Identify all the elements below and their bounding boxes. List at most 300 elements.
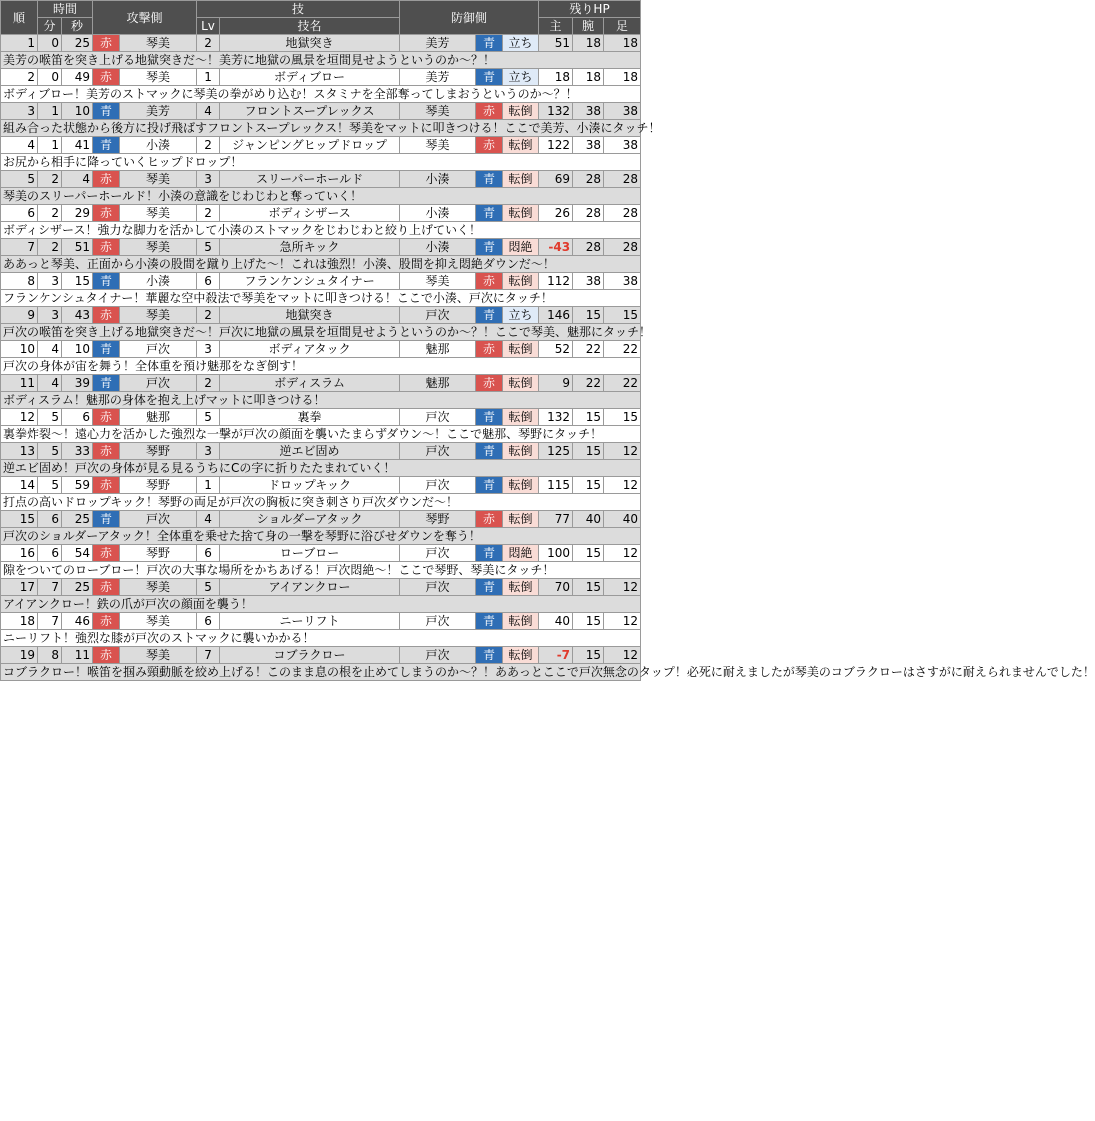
level-cell: 2 bbox=[197, 375, 220, 392]
second-cell: 6 bbox=[62, 409, 93, 426]
order-cell: 10 bbox=[1, 341, 38, 358]
attacker-side-badge: 青 bbox=[93, 273, 120, 290]
hp-arm-cell: 15 bbox=[573, 613, 604, 630]
order-cell: 1 bbox=[1, 35, 38, 52]
attacker-side-badge: 青 bbox=[93, 341, 120, 358]
hp-main-header: 主 bbox=[539, 18, 573, 35]
defender-side-badge: 青 bbox=[476, 307, 503, 324]
hp-arm-cell: 38 bbox=[573, 273, 604, 290]
commentary-text: ボディシザース！強力な脚力を活かして小湊のストマックをじわじわと絞り上げていく！ bbox=[1, 222, 641, 239]
attacker-side-badge: 赤 bbox=[93, 409, 120, 426]
defender-side-badge: 赤 bbox=[476, 511, 503, 528]
minute-cell: 2 bbox=[38, 205, 62, 222]
hp-leg-cell: 38 bbox=[604, 137, 641, 154]
hp-arm-cell: 15 bbox=[573, 579, 604, 596]
attacker-name: 琴美 bbox=[120, 307, 197, 324]
minute-cell: 4 bbox=[38, 341, 62, 358]
hp-leg-cell: 38 bbox=[604, 103, 641, 120]
defender-state-badge: 立ち bbox=[503, 69, 539, 86]
defender-side-badge: 青 bbox=[476, 239, 503, 256]
defender-side-badge: 青 bbox=[476, 613, 503, 630]
defender-side-badge: 青 bbox=[476, 477, 503, 494]
move-row bbox=[1, 409, 641, 426]
hp-main-cell: -7 bbox=[539, 647, 573, 664]
commentary-row bbox=[1, 358, 641, 375]
commentary-text: 戸次の身体が宙を舞う！全体重を預け魅那をなぎ倒す！ bbox=[1, 358, 641, 375]
hp-arm-cell: 18 bbox=[573, 69, 604, 86]
attacker-name: 琴美 bbox=[120, 205, 197, 222]
commentary-text: ああっと琴美、正面から小湊の股間を蹴り上げた～！これは強烈！小湊、股間を抑え悶絶ダウンだ～！ bbox=[1, 256, 641, 273]
commentary-text: 組み合った状態から後方に投げ飛ばすフロントスープレックス！琴美をマットに叩きつける！ここで美芳、小湊にタッチ！ bbox=[1, 120, 641, 137]
minute-cell: 5 bbox=[38, 443, 62, 460]
level-cell: 6 bbox=[197, 273, 220, 290]
hp-leg-cell: 38 bbox=[604, 273, 641, 290]
order-cell: 11 bbox=[1, 375, 38, 392]
commentary-text: 打点の高いドロップキック！琴野の両足が戸次の胸板に突き刺さり戸次ダウンだ～！ bbox=[1, 494, 641, 511]
order-cell: 12 bbox=[1, 409, 38, 426]
attacker-name: 琴美 bbox=[120, 579, 197, 596]
minute-cell: 0 bbox=[38, 35, 62, 52]
hp-main-cell: 77 bbox=[539, 511, 573, 528]
attacker-side-badge: 赤 bbox=[93, 477, 120, 494]
hp-leg-cell: 12 bbox=[604, 477, 641, 494]
defender-side-badge: 青 bbox=[476, 171, 503, 188]
technique-name: ショルダーアタック bbox=[220, 511, 400, 528]
minute-cell: 7 bbox=[38, 579, 62, 596]
level-cell: 5 bbox=[197, 579, 220, 596]
attacker-name: 琴美 bbox=[120, 613, 197, 630]
hp-main-cell: 52 bbox=[539, 341, 573, 358]
defender-name: 魅那 bbox=[400, 341, 476, 358]
commentary-row bbox=[1, 86, 641, 103]
commentary-row bbox=[1, 52, 641, 69]
move-row bbox=[1, 137, 641, 154]
commentary-row bbox=[1, 528, 641, 545]
defender-header: 防御側 bbox=[400, 1, 539, 35]
technique-name: ボディアタック bbox=[220, 341, 400, 358]
second-cell: 15 bbox=[62, 273, 93, 290]
hp-arm-cell: 38 bbox=[573, 137, 604, 154]
minute-cell: 2 bbox=[38, 171, 62, 188]
commentary-text: フランケンシュタイナー！華麗な空中殺法で琴美をマットに叩きつける！ここで小湊、戸次にタッチ！ bbox=[1, 290, 641, 307]
move-row bbox=[1, 443, 641, 460]
hp-leg-cell: 12 bbox=[604, 579, 641, 596]
defender-state-badge: 転倒 bbox=[503, 443, 539, 460]
hp-arm-cell: 28 bbox=[573, 205, 604, 222]
hp-arm-cell: 40 bbox=[573, 511, 604, 528]
defender-side-badge: 赤 bbox=[476, 103, 503, 120]
technique-name: ジャンピングヒップドロップ bbox=[220, 137, 400, 154]
defender-state-badge: 転倒 bbox=[503, 375, 539, 392]
second-cell: 43 bbox=[62, 307, 93, 324]
commentary-row bbox=[1, 222, 641, 239]
hp-arm-cell: 15 bbox=[573, 545, 604, 562]
technique-name: 逆エビ固め bbox=[220, 443, 400, 460]
remaining-hp-header: 残りHP bbox=[539, 1, 641, 18]
technique-header: 技 bbox=[197, 1, 400, 18]
technique-name: フロントスープレックス bbox=[220, 103, 400, 120]
hp-arm-header: 腕 bbox=[573, 18, 604, 35]
defender-side-badge: 赤 bbox=[476, 375, 503, 392]
commentary-text: コブラクロー！喉笛を掴み頸動脈を絞め上げる！このまま息の根を止めてしまうのか～？！ああっとここで戸次無念のタップ！必死に耐えましたが琴美のコブラクローはさすがに耐えられませんでした！ bbox=[1, 664, 641, 681]
hp-arm-cell: 28 bbox=[573, 171, 604, 188]
commentary-text: 裏拳炸裂～！遠心力を活かした強烈な一撃が戸次の顔面を襲いたまらずダウン～！ここで魅那、琴野にタッチ！ bbox=[1, 426, 641, 443]
attacker-name: 琴美 bbox=[120, 171, 197, 188]
minute-cell: 3 bbox=[38, 273, 62, 290]
order-cell: 18 bbox=[1, 613, 38, 630]
second-cell: 51 bbox=[62, 239, 93, 256]
level-cell: 1 bbox=[197, 69, 220, 86]
attacker-name: 美芳 bbox=[120, 103, 197, 120]
level-cell: 2 bbox=[197, 137, 220, 154]
move-row bbox=[1, 579, 641, 596]
move-row bbox=[1, 545, 641, 562]
level-cell: 6 bbox=[197, 545, 220, 562]
defender-name: 戸次 bbox=[400, 647, 476, 664]
hp-leg-cell: 28 bbox=[604, 205, 641, 222]
minute-cell: 6 bbox=[38, 545, 62, 562]
level-cell: 5 bbox=[197, 409, 220, 426]
move-row bbox=[1, 375, 641, 392]
minute-cell: 5 bbox=[38, 409, 62, 426]
minute-cell: 5 bbox=[38, 477, 62, 494]
attacker-side-badge: 赤 bbox=[93, 579, 120, 596]
commentary-row bbox=[1, 630, 641, 647]
defender-state-badge: 転倒 bbox=[503, 511, 539, 528]
hp-main-cell: 112 bbox=[539, 273, 573, 290]
move-row bbox=[1, 69, 641, 86]
hp-leg-cell: 15 bbox=[604, 409, 641, 426]
hp-main-cell: -43 bbox=[539, 239, 573, 256]
attacker-name: 琴野 bbox=[120, 545, 197, 562]
defender-side-badge: 青 bbox=[476, 205, 503, 222]
defender-side-badge: 赤 bbox=[476, 341, 503, 358]
move-row bbox=[1, 511, 641, 528]
technique-name: 地獄突き bbox=[220, 35, 400, 52]
commentary-row bbox=[1, 460, 641, 477]
order-cell: 15 bbox=[1, 511, 38, 528]
attacker-side-badge: 赤 bbox=[93, 613, 120, 630]
minute-cell: 2 bbox=[38, 239, 62, 256]
hp-arm-cell: 18 bbox=[573, 35, 604, 52]
commentary-text: 逆エビ固め！戸次の身体が見る見るうちにCの字に折りたたまれていく！ bbox=[1, 460, 641, 477]
hp-arm-cell: 15 bbox=[573, 409, 604, 426]
level-cell: 6 bbox=[197, 613, 220, 630]
order-cell: 16 bbox=[1, 545, 38, 562]
hp-main-cell: 70 bbox=[539, 579, 573, 596]
order-cell: 9 bbox=[1, 307, 38, 324]
second-cell: 29 bbox=[62, 205, 93, 222]
move-row bbox=[1, 647, 641, 664]
defender-name: 琴美 bbox=[400, 137, 476, 154]
technique-name: 地獄突き bbox=[220, 307, 400, 324]
order-cell: 13 bbox=[1, 443, 38, 460]
order-cell: 14 bbox=[1, 477, 38, 494]
order-cell: 5 bbox=[1, 171, 38, 188]
order-cell: 19 bbox=[1, 647, 38, 664]
hp-leg-header: 足 bbox=[604, 18, 641, 35]
order-cell: 17 bbox=[1, 579, 38, 596]
attacker-side-badge: 赤 bbox=[93, 545, 120, 562]
level-cell: 5 bbox=[197, 239, 220, 256]
commentary-row bbox=[1, 188, 641, 205]
hp-arm-cell: 15 bbox=[573, 307, 604, 324]
hp-arm-cell: 15 bbox=[573, 477, 604, 494]
attacker-side-badge: 赤 bbox=[93, 205, 120, 222]
defender-state-badge: 転倒 bbox=[503, 341, 539, 358]
defender-name: 戸次 bbox=[400, 443, 476, 460]
hp-arm-cell: 15 bbox=[573, 647, 604, 664]
attacker-side-badge: 青 bbox=[93, 137, 120, 154]
order-cell: 2 bbox=[1, 69, 38, 86]
move-row bbox=[1, 239, 641, 256]
commentary-row bbox=[1, 494, 641, 511]
level-cell: 2 bbox=[197, 307, 220, 324]
commentary-text: 隙をついてのローブロー！戸次の大事な場所をかちあげる！戸次悶絶～！ここで琴野、琴美にタッチ！ bbox=[1, 562, 641, 579]
attacker-side-badge: 赤 bbox=[93, 69, 120, 86]
hp-leg-cell: 12 bbox=[604, 545, 641, 562]
minute-cell: 1 bbox=[38, 137, 62, 154]
hp-leg-cell: 18 bbox=[604, 35, 641, 52]
level-cell: 1 bbox=[197, 477, 220, 494]
hp-arm-cell: 28 bbox=[573, 239, 604, 256]
move-row bbox=[1, 613, 641, 630]
technique-name: ボディシザース bbox=[220, 205, 400, 222]
commentary-text: 戸次の喉笛を突き上げる地獄突きだ～！戸次に地獄の風景を垣間見せようというのか～？！ここで琴美、魅那にタッチ！ bbox=[1, 324, 641, 341]
minute-cell: 6 bbox=[38, 511, 62, 528]
defender-side-badge: 青 bbox=[476, 647, 503, 664]
defender-side-badge: 青 bbox=[476, 69, 503, 86]
defender-name: 小湊 bbox=[400, 205, 476, 222]
hp-arm-cell: 22 bbox=[573, 375, 604, 392]
defender-state-badge: 転倒 bbox=[503, 409, 539, 426]
attacker-side-badge: 赤 bbox=[93, 647, 120, 664]
hp-leg-cell: 40 bbox=[604, 511, 641, 528]
attacker-name: 琴美 bbox=[120, 239, 197, 256]
defender-name: 琴美 bbox=[400, 273, 476, 290]
hp-main-cell: 18 bbox=[539, 69, 573, 86]
hp-leg-cell: 22 bbox=[604, 375, 641, 392]
order-cell: 3 bbox=[1, 103, 38, 120]
attacker-name: 琴野 bbox=[120, 477, 197, 494]
attacker-header: 攻撃側 bbox=[93, 1, 197, 35]
technique-name: ボディブロー bbox=[220, 69, 400, 86]
commentary-row bbox=[1, 664, 641, 681]
technique-name: ドロップキック bbox=[220, 477, 400, 494]
attacker-name: 戸次 bbox=[120, 511, 197, 528]
defender-side-badge: 青 bbox=[476, 443, 503, 460]
defender-side-badge: 青 bbox=[476, 409, 503, 426]
technique-name: ボディスラム bbox=[220, 375, 400, 392]
hp-main-cell: 122 bbox=[539, 137, 573, 154]
technique-name: コブラクロー bbox=[220, 647, 400, 664]
attacker-side-badge: 赤 bbox=[93, 307, 120, 324]
level-cell: 3 bbox=[197, 171, 220, 188]
defender-name: 美芳 bbox=[400, 69, 476, 86]
hp-arm-cell: 38 bbox=[573, 103, 604, 120]
commentary-text: アイアンクロー！鉄の爪が戸次の顔面を襲う！ bbox=[1, 596, 641, 613]
commentary-row bbox=[1, 426, 641, 443]
attacker-side-badge: 青 bbox=[93, 103, 120, 120]
move-row bbox=[1, 35, 641, 52]
commentary-text: ボディスラム！魅那の身体を抱え上げマットに叩きつける！ bbox=[1, 392, 641, 409]
hp-leg-cell: 18 bbox=[604, 69, 641, 86]
second-cell: 10 bbox=[62, 103, 93, 120]
level-cell: 2 bbox=[197, 35, 220, 52]
move-row bbox=[1, 103, 641, 120]
hp-main-cell: 40 bbox=[539, 613, 573, 630]
defender-state-badge: 転倒 bbox=[503, 613, 539, 630]
technique-name: スリーパーホールド bbox=[220, 171, 400, 188]
hp-main-cell: 51 bbox=[539, 35, 573, 52]
hp-main-cell: 125 bbox=[539, 443, 573, 460]
commentary-text: 美芳の喉笛を突き上げる地獄突きだ～！美芳に地獄の風景を垣間見せようというのか～？！ bbox=[1, 52, 641, 69]
defender-state-badge: 転倒 bbox=[503, 137, 539, 154]
commentary-row bbox=[1, 120, 641, 137]
defender-name: 琴野 bbox=[400, 511, 476, 528]
defender-state-badge: 転倒 bbox=[503, 171, 539, 188]
order-cell: 4 bbox=[1, 137, 38, 154]
defender-name: 戸次 bbox=[400, 409, 476, 426]
move-row bbox=[1, 171, 641, 188]
defender-name: 小湊 bbox=[400, 171, 476, 188]
move-row bbox=[1, 273, 641, 290]
defender-state-badge: 転倒 bbox=[503, 579, 539, 596]
second-cell: 4 bbox=[62, 171, 93, 188]
level-cell: 3 bbox=[197, 443, 220, 460]
commentary-row bbox=[1, 324, 641, 341]
second-cell: 25 bbox=[62, 579, 93, 596]
order-cell: 6 bbox=[1, 205, 38, 222]
second-cell: 41 bbox=[62, 137, 93, 154]
attacker-side-badge: 青 bbox=[93, 375, 120, 392]
hp-main-cell: 26 bbox=[539, 205, 573, 222]
hp-main-cell: 146 bbox=[539, 307, 573, 324]
technique-name: アイアンクロー bbox=[220, 579, 400, 596]
move-row bbox=[1, 307, 641, 324]
defender-side-badge: 青 bbox=[476, 35, 503, 52]
commentary-text: ボディブロー！美芳のストマックに琴美の拳がめり込む！スタミナを全部奪ってしまおうというのか～？！ bbox=[1, 86, 641, 103]
commentary-row bbox=[1, 154, 641, 171]
minute-cell: 4 bbox=[38, 375, 62, 392]
technique-name: フランケンシュタイナー bbox=[220, 273, 400, 290]
commentary-row bbox=[1, 596, 641, 613]
hp-arm-cell: 15 bbox=[573, 443, 604, 460]
attacker-side-badge: 赤 bbox=[93, 35, 120, 52]
commentary-text: お尻から相手に降っていくヒップドロップ！ bbox=[1, 154, 641, 171]
attacker-side-badge: 青 bbox=[93, 511, 120, 528]
commentary-text: 琴美のスリーパーホールド！小湊の意識をじわじわと奪っていく！ bbox=[1, 188, 641, 205]
move-row bbox=[1, 205, 641, 222]
hp-main-cell: 132 bbox=[539, 103, 573, 120]
commentary-row bbox=[1, 290, 641, 307]
defender-state-badge: 悶絶 bbox=[503, 545, 539, 562]
defender-state-badge: 転倒 bbox=[503, 103, 539, 120]
minute-cell: 7 bbox=[38, 613, 62, 630]
defender-state-badge: 転倒 bbox=[503, 205, 539, 222]
defender-state-badge: 転倒 bbox=[503, 477, 539, 494]
attacker-name: 小湊 bbox=[120, 137, 197, 154]
order-cell: 8 bbox=[1, 273, 38, 290]
attacker-side-badge: 赤 bbox=[93, 443, 120, 460]
attacker-side-badge: 赤 bbox=[93, 171, 120, 188]
second-cell: 10 bbox=[62, 341, 93, 358]
hp-main-cell: 69 bbox=[539, 171, 573, 188]
attacker-side-badge: 赤 bbox=[93, 239, 120, 256]
defender-side-badge: 赤 bbox=[476, 273, 503, 290]
attacker-name: 琴美 bbox=[120, 35, 197, 52]
second-cell: 54 bbox=[62, 545, 93, 562]
defender-side-badge: 青 bbox=[476, 579, 503, 596]
hp-leg-cell: 12 bbox=[604, 443, 641, 460]
hp-leg-cell: 28 bbox=[604, 239, 641, 256]
hp-main-cell: 9 bbox=[539, 375, 573, 392]
attacker-name: 戸次 bbox=[120, 375, 197, 392]
defender-side-badge: 赤 bbox=[476, 137, 503, 154]
order-cell: 7 bbox=[1, 239, 38, 256]
hp-leg-cell: 15 bbox=[604, 307, 641, 324]
second-cell: 46 bbox=[62, 613, 93, 630]
hp-main-cell: 132 bbox=[539, 409, 573, 426]
defender-state-badge: 悶絶 bbox=[503, 239, 539, 256]
commentary-row bbox=[1, 562, 641, 579]
defender-state-badge: 立ち bbox=[503, 307, 539, 324]
commentary-text: ニーリフト！強烈な膝が戸次のストマックに襲いかかる！ bbox=[1, 630, 641, 647]
technique-name: ローブロー bbox=[220, 545, 400, 562]
time-header: 時間 bbox=[38, 1, 93, 18]
second-cell: 25 bbox=[62, 35, 93, 52]
second-cell: 49 bbox=[62, 69, 93, 86]
defender-state-badge: 転倒 bbox=[503, 273, 539, 290]
defender-name: 美芳 bbox=[400, 35, 476, 52]
defender-name: 戸次 bbox=[400, 477, 476, 494]
defender-name: 戸次 bbox=[400, 545, 476, 562]
hp-leg-cell: 28 bbox=[604, 171, 641, 188]
match-log-body bbox=[1, 35, 1095, 681]
hp-main-cell: 115 bbox=[539, 477, 573, 494]
hp-leg-cell: 12 bbox=[604, 613, 641, 630]
defender-name: 小湊 bbox=[400, 239, 476, 256]
second-cell: 33 bbox=[62, 443, 93, 460]
hp-arm-cell: 22 bbox=[573, 341, 604, 358]
commentary-text: 戸次のショルダーアタック！全体重を乗せた捨て身の一撃を琴野に浴びせダウンを奪う！ bbox=[1, 528, 641, 545]
second-cell: 39 bbox=[62, 375, 93, 392]
defender-name: 琴美 bbox=[400, 103, 476, 120]
minute-cell: 8 bbox=[38, 647, 62, 664]
commentary-row bbox=[1, 392, 641, 409]
defender-name: 戸次 bbox=[400, 307, 476, 324]
level-header: Lv bbox=[197, 18, 220, 35]
defender-name: 戸次 bbox=[400, 613, 476, 630]
move-row bbox=[1, 341, 641, 358]
move-row bbox=[1, 477, 641, 494]
defender-state-badge: 立ち bbox=[503, 35, 539, 52]
second-header: 秒 bbox=[62, 18, 93, 35]
level-cell: 3 bbox=[197, 341, 220, 358]
defender-name: 戸次 bbox=[400, 579, 476, 596]
attacker-name: 琴美 bbox=[120, 647, 197, 664]
second-cell: 25 bbox=[62, 511, 93, 528]
hp-main-cell: 100 bbox=[539, 545, 573, 562]
defender-side-badge: 青 bbox=[476, 545, 503, 562]
attacker-name: 琴美 bbox=[120, 69, 197, 86]
attacker-name: 琴野 bbox=[120, 443, 197, 460]
minute-header: 分 bbox=[38, 18, 62, 35]
minute-cell: 1 bbox=[38, 103, 62, 120]
technique-name: ニーリフト bbox=[220, 613, 400, 630]
attacker-name: 戸次 bbox=[120, 341, 197, 358]
attacker-name: 魅那 bbox=[120, 409, 197, 426]
